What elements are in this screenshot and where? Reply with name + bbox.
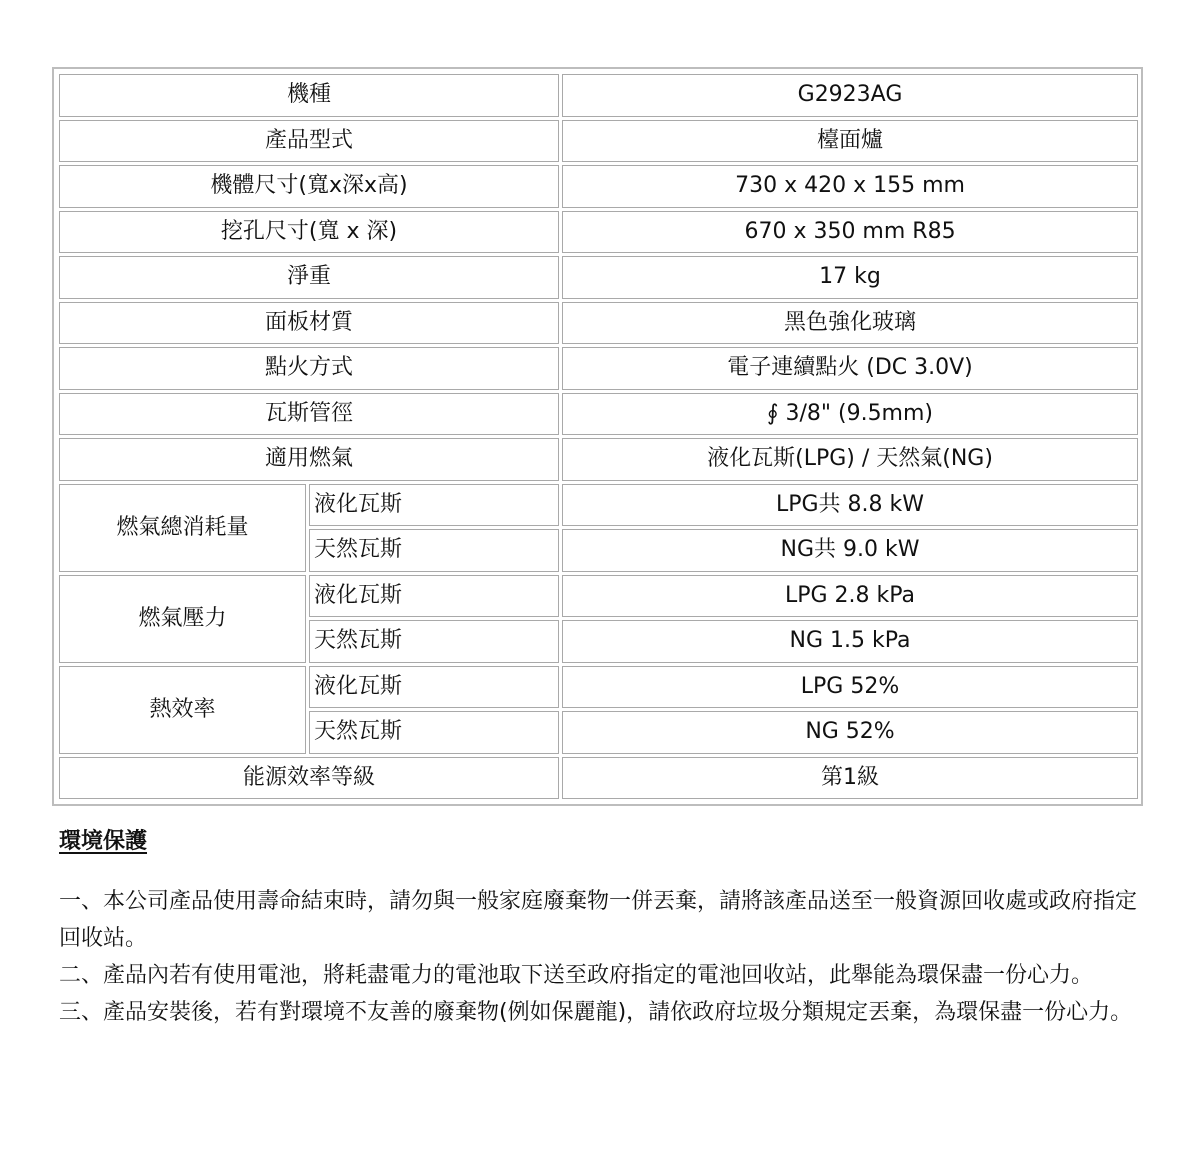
spec-value: 17 kg	[562, 256, 1138, 299]
spec-value: 檯面爐	[562, 120, 1138, 163]
table-row	[59, 393, 1138, 436]
sub-label: 液化瓦斯	[309, 484, 559, 527]
environment-section	[59, 824, 1144, 1031]
spec-value: 黑色強化玻璃	[562, 302, 1138, 345]
environment-paragraph: 一、本公司產品使用壽命結束時，請勿與一般家庭廢棄物一併丟棄，請將該產品送至一般資源回收處或政府指定回收站。	[59, 889, 1138, 951]
group-label-gas-consumption: 燃氣總消耗量	[59, 484, 306, 572]
table-row	[59, 302, 1138, 345]
spec-table	[56, 71, 1141, 802]
spec-value: 670 x 350 mm R85	[562, 211, 1138, 254]
spec-value: LPG共 8.8 kW	[562, 484, 1138, 527]
spec-value: LPG 2.8 kPa	[562, 575, 1138, 618]
spec-value: ∮ 3/8" (9.5mm)	[562, 393, 1138, 436]
spec-label: 瓦斯管徑	[59, 393, 559, 436]
environment-heading: 環境保護	[59, 829, 148, 854]
table-row	[59, 165, 1138, 208]
environment-paragraph: 三、產品安裝後，若有對環境不友善的廢棄物(例如保麗龍)，請依政府垃圾分類規定丟棄，為環保盡一份心力。	[59, 1000, 1133, 1025]
sub-label: 天然瓦斯	[309, 620, 559, 663]
sub-label: 天然瓦斯	[309, 711, 559, 754]
spec-value: 液化瓦斯(LPG) / 天然氣(NG)	[562, 438, 1138, 481]
table-row	[59, 347, 1138, 390]
spec-value: 電子連續點火 (DC 3.0V)	[562, 347, 1138, 390]
sub-label: 液化瓦斯	[309, 666, 559, 709]
spec-label: 面板材質	[59, 302, 559, 345]
spec-label: 產品型式	[59, 120, 559, 163]
spec-value: 730 x 420 x 155 mm	[562, 165, 1138, 208]
table-row	[59, 120, 1138, 163]
spec-value: 第1級	[562, 757, 1138, 800]
group-label-thermal-efficiency: 熱效率	[59, 666, 306, 754]
spec-value: LPG 52%	[562, 666, 1138, 709]
spec-label: 點火方式	[59, 347, 559, 390]
spec-value: NG共 9.0 kW	[562, 529, 1138, 572]
spec-label: 機體尺寸(寬x深x高)	[59, 165, 559, 208]
table-row	[59, 74, 1138, 117]
spec-label: 適用燃氣	[59, 438, 559, 481]
table-row	[59, 438, 1138, 481]
sub-label: 天然瓦斯	[309, 529, 559, 572]
environment-paragraph: 二、產品內若有使用電池，將耗盡電力的電池取下送至政府指定的電池回收站，此舉能為環保盡一份心力。	[59, 963, 1094, 988]
spec-value: NG 1.5 kPa	[562, 620, 1138, 663]
spec-table-frame	[52, 67, 1143, 806]
spec-label: 淨重	[59, 256, 559, 299]
spec-label: 挖孔尺寸(寬 x 深)	[59, 211, 559, 254]
sub-label: 液化瓦斯	[309, 575, 559, 618]
table-row	[59, 211, 1138, 254]
table-row	[59, 484, 1138, 527]
table-row	[59, 666, 1138, 709]
table-row	[59, 256, 1138, 299]
table-row	[59, 757, 1138, 800]
table-row	[59, 575, 1138, 618]
spec-value: NG 52%	[562, 711, 1138, 754]
spec-label: 能源效率等級	[59, 757, 559, 800]
spec-value: G2923AG	[562, 74, 1138, 117]
group-label-gas-pressure: 燃氣壓力	[59, 575, 306, 663]
spec-label: 機種	[59, 74, 559, 117]
